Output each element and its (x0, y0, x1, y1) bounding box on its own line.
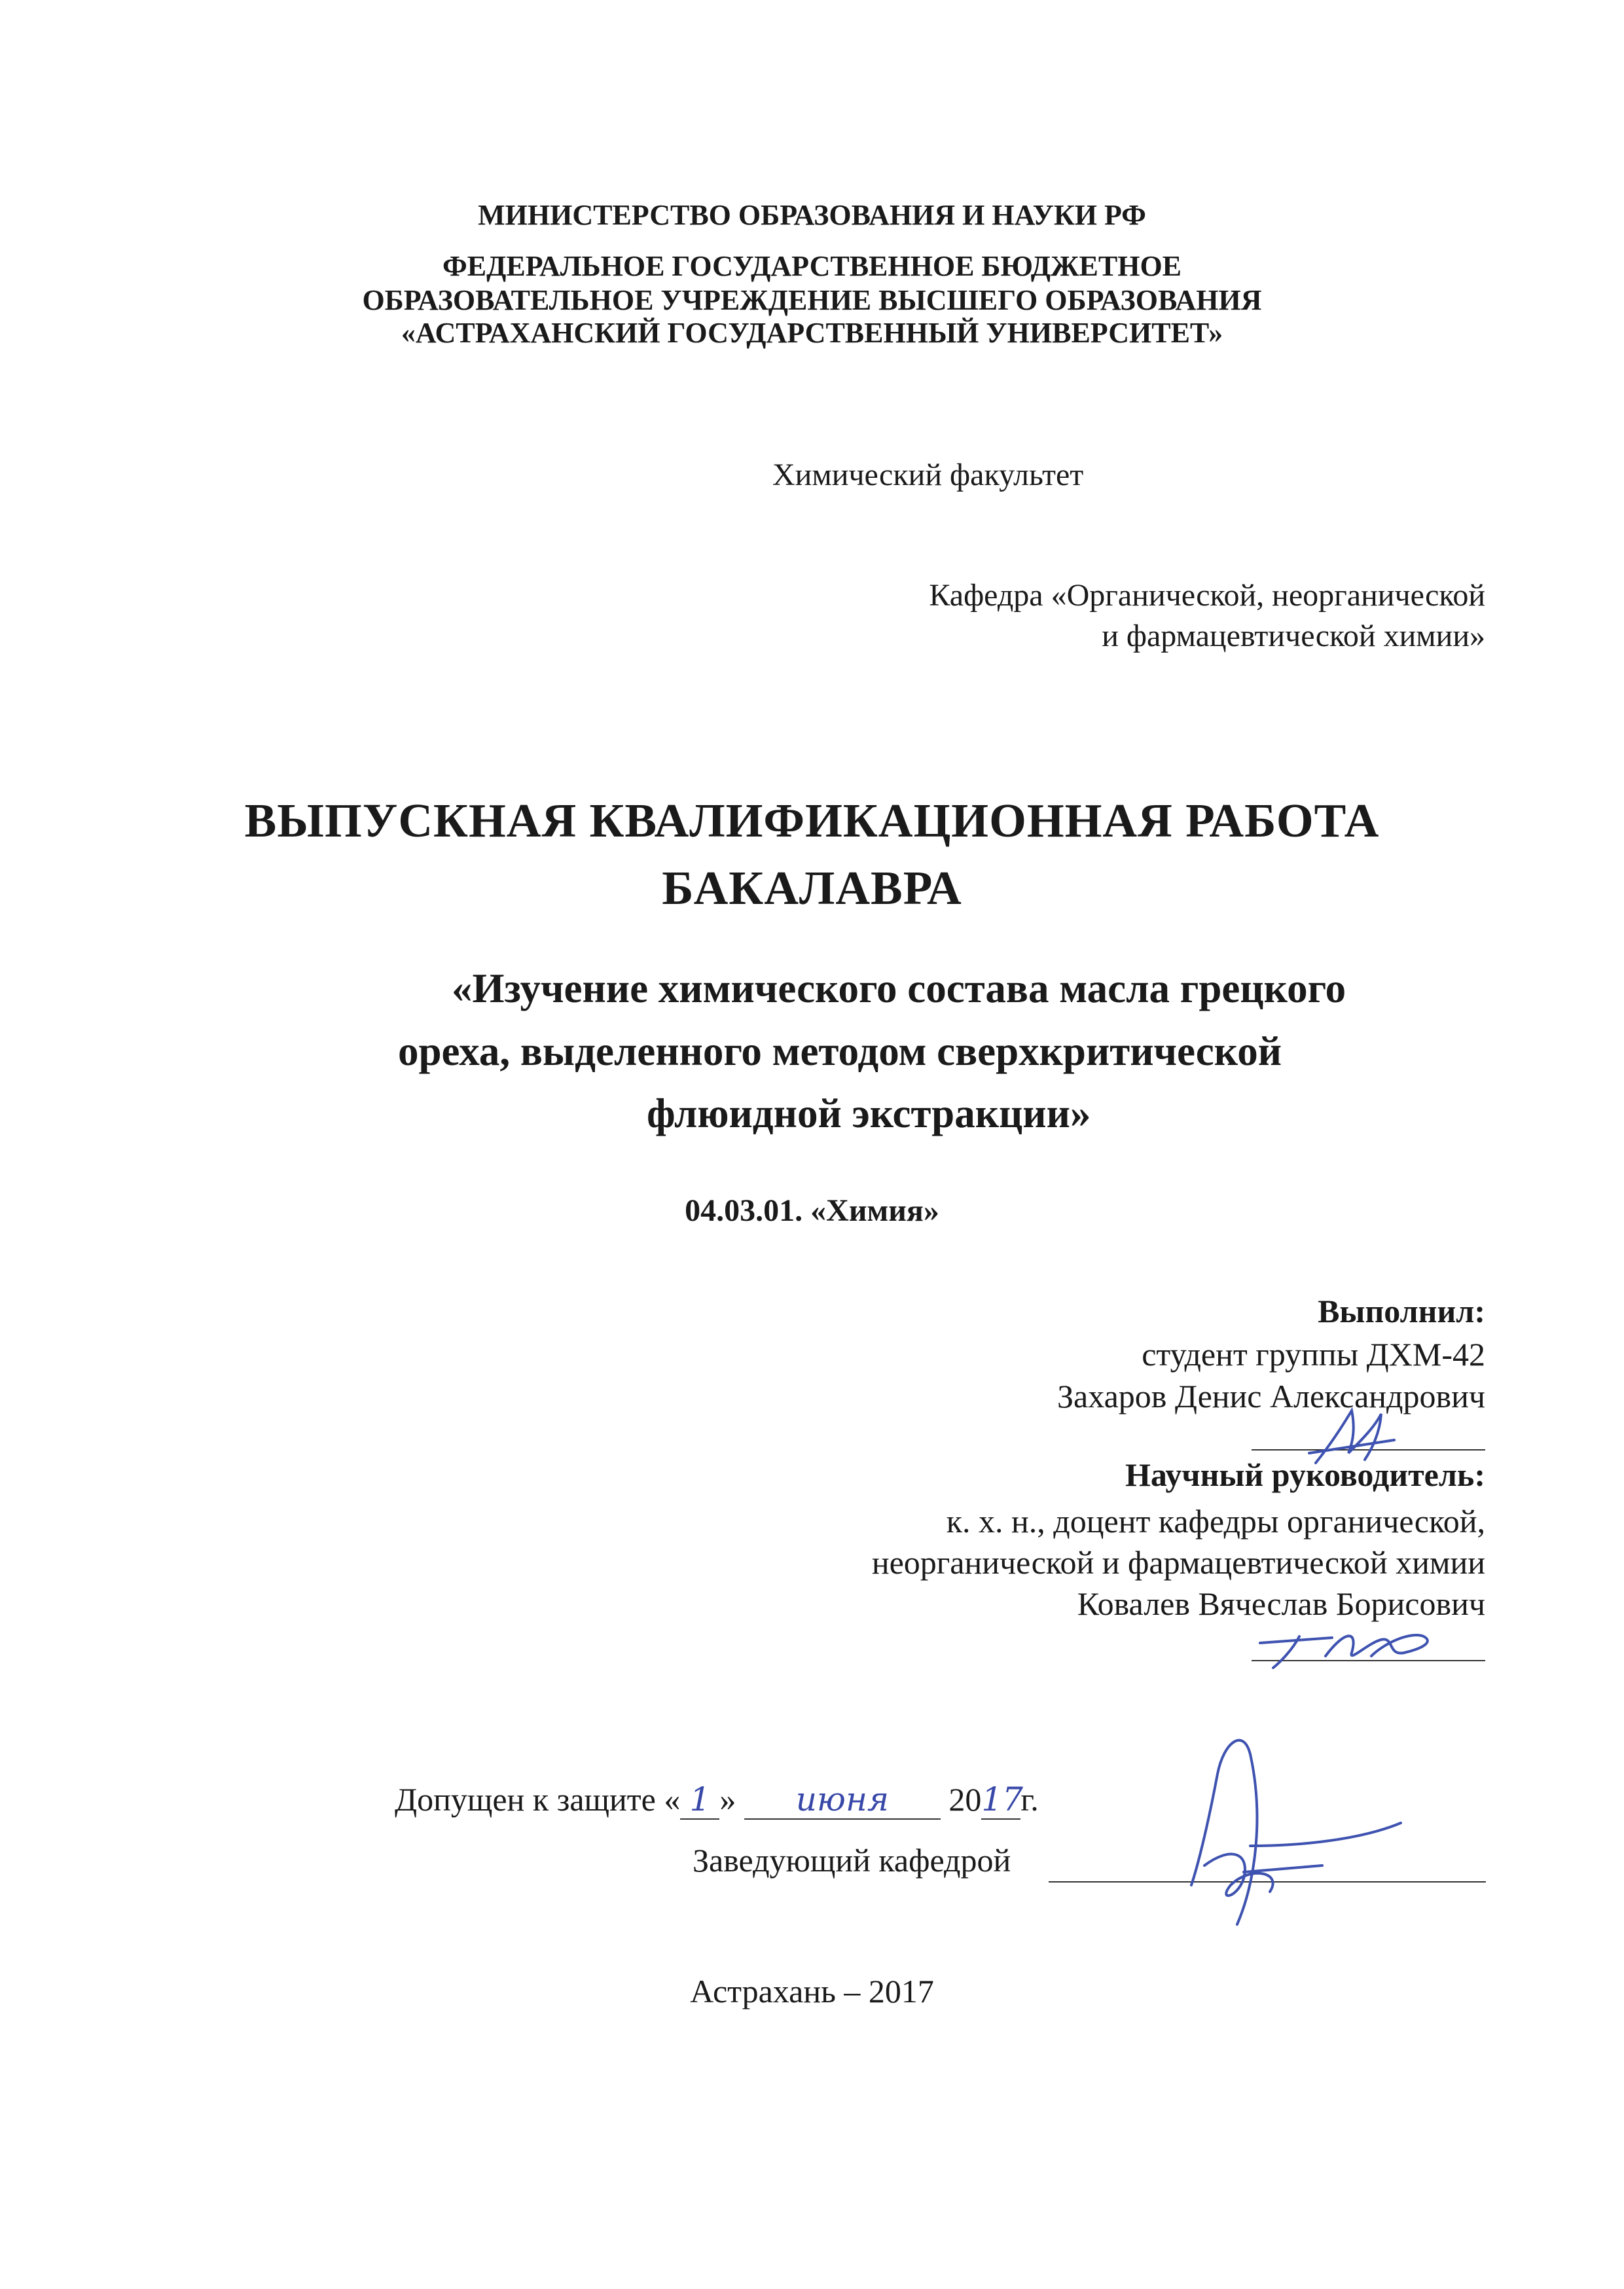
supervisor-department: неорганической и фармацевтической химии (871, 1544, 1485, 1581)
topic-line-1: «Изучение химического состава масла грецкого (452, 965, 1346, 1011)
department-line-2: и фармацевтической химии» (1102, 619, 1485, 653)
city-year: Астрахань – 2017 (690, 1973, 934, 2010)
topic-line-2: ореха, выделенного методом сверхкритической (398, 1028, 1282, 1074)
work-title-line-1: ВЫПУСКНАЯ КВАЛИФИКАЦИОННАЯ РАБОТА (244, 794, 1380, 847)
admission-year-prefix: 20 (948, 1781, 982, 1818)
department-line-1: Кафедра «Органической, неорганической (929, 578, 1485, 613)
organization-line-1: ФЕДЕРАЛЬНОЕ ГОСУДАРСТВЕННОЕ БЮДЖЕТНОЕ (442, 250, 1182, 282)
performer-name: Захаров Денис Александрович (1056, 1378, 1485, 1415)
performer-group: студент группы ДХМ-42 (1142, 1336, 1485, 1373)
specialty-code: 04.03.01. «Химия» (685, 1193, 939, 1228)
supervisor-label: Научный руководитель: (1125, 1456, 1485, 1493)
organization-line-2: ОБРАЗОВАТЕЛЬНОЕ УЧРЕЖДЕНИЕ ВЫСШЕГО ОБРАЗОВАНИЯ (362, 284, 1262, 316)
admission-prefix: Допущен к защите « (395, 1781, 681, 1818)
supervisor-name: Ковалев Вячеслав Борисович (1077, 1585, 1485, 1622)
department-head-signature (1152, 1715, 1414, 1931)
admission-day: 1 (680, 1780, 719, 1820)
department-head-label: Заведующий кафедрой (693, 1842, 1011, 1879)
performer-label: Выполнил: (1318, 1293, 1485, 1329)
supervisor-signature (1254, 1617, 1470, 1676)
topic-line-3: флюидной экстракции» (647, 1090, 1091, 1136)
admission-end: г. (1020, 1781, 1039, 1818)
supervisor-degree: к. х. н., доцент кафедры органической, (946, 1503, 1485, 1540)
admission-line (395, 1780, 1039, 1820)
organization-line-3: «АСТРАХАНСКИЙ ГОСУДАРСТВЕННЫЙ УНИВЕРСИТЕТ» (401, 317, 1223, 349)
admission-year-suffix: 17 (981, 1780, 1023, 1818)
ministry-heading: МИНИСТЕРСТВО ОБРАЗОВАНИЯ И НАУКИ РФ (478, 199, 1146, 231)
work-title-line-2: БАКАЛАВРА (662, 861, 962, 914)
admission-month: июня (744, 1780, 941, 1820)
admission-mid: » (719, 1781, 736, 1818)
faculty-name: Химический факультет (772, 458, 1084, 492)
